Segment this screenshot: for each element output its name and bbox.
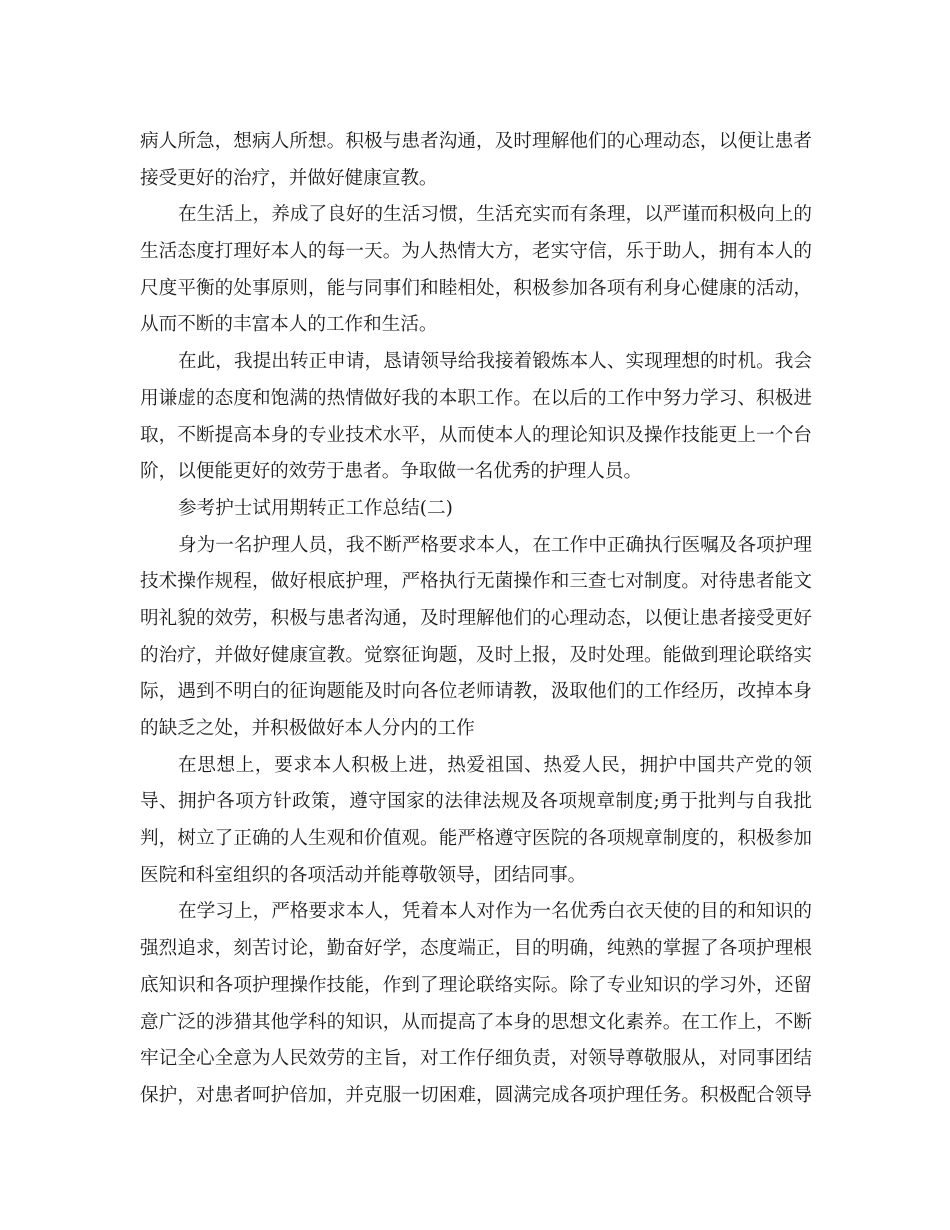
text-line: 保护，对患者呵护倍加，并克服一切困难，圆满完成各项护理任务。积极配合领导 bbox=[140, 1084, 812, 1106]
text-line: 病人所急，想病人所想。积极与患者沟通，及时理解他们的心理动态，以便让患者 bbox=[140, 131, 812, 152]
text-line: 用谦虚的态度和饱满的热情做好我的本职工作。在以后的工作中努力学习、积极进 bbox=[140, 387, 812, 409]
text-line: 阶，以便能更好的效劳于患者。争取做一名优秀的护理人员。 bbox=[140, 461, 643, 483]
text-line: 强烈追求，刻苦讨论，勤奋好学，态度端正，目的明确，纯熟的掌握了各项护理根 bbox=[140, 938, 812, 960]
text-line: 生活态度打理好本人的每一天。为人热情大方，老实守信，乐于助人，拥有本人的 bbox=[140, 241, 812, 263]
text-line: 判，树立了正确的人生观和价值观。能严格遵守医院的各项规章制度的，积极参加 bbox=[140, 828, 812, 850]
text-line: 技术操作规程，做好根底护理，严格执行无菌操作和三查七对制度。对待患者能文 bbox=[140, 571, 812, 593]
text-line: 底知识和各项护理操作技能，作到了理论联络实际。除了专业知识的学习外，还留 bbox=[140, 974, 812, 996]
text-line: 的治疗，并做好健康宣教。觉察征询题，及时上报，及时处理。能做到理论联络实 bbox=[140, 644, 812, 666]
document-body bbox=[140, 124, 812, 1115]
text-line: 意广泛的涉猎其他学科的知识，从而提高了本身的思想文化素养。在工作上，不断 bbox=[140, 1011, 812, 1033]
text-line: 医院和科室组织的各项活动并能尊敬领导，团结同事。 bbox=[140, 864, 587, 886]
text-line: 尺度平衡的处事原则，能与同事们和睦相处，积极参加各项有利身心健康的活动， bbox=[140, 277, 812, 299]
text-line: 明礼貌的效劳，积极与患者沟通，及时理解他们的心理动态，以便让患者接受更好 bbox=[140, 607, 812, 629]
text-line: 身为一名护理人员，我不断严格要求本人，在工作中正确执行医嘱及各项护理 bbox=[178, 534, 812, 556]
text-line: 在此，我提出转正申请，恳请领导给我接着锻炼本人、实现理想的时机。我会 bbox=[178, 351, 812, 373]
text-line: 取，不断提高本身的专业技术水平，从而使本人的理论知识及操作技能更上一个台 bbox=[140, 424, 812, 446]
text-line: 导、拥护各项方针政策，遵守国家的法律法规及各项规章制度;勇于批判与自我批 bbox=[140, 791, 812, 813]
text-line: 在思想上，要求本人积极上进，热爱祖国、热爱人民，拥护中国共产党的领 bbox=[178, 754, 812, 776]
text-line: 从而不断的丰富本人的工作和生活。 bbox=[140, 314, 438, 336]
text-line: 接受更好的治疗，并做好健康宣教。 bbox=[140, 167, 438, 189]
text-line: 际，遇到不明白的征询题能及时向各位老师请教，汲取他们的工作经历，改掉本身 bbox=[140, 681, 812, 703]
text-line: 在生活上，养成了良好的生活习惯，生活充实而有条理，以严谨而积极向上的 bbox=[178, 204, 812, 226]
text-line: 在学习上，严格要求本人，凭着本人对作为一名优秀白衣天使的目的和知识的 bbox=[178, 901, 812, 923]
text-line: 参考护士试用期转正工作总结(二) bbox=[178, 497, 453, 519]
text-line: 的缺乏之处，并积极做好本人分内的工作 bbox=[140, 718, 475, 739]
text-line: 牢记全心全意为人民效劳的主旨，对工作仔细负责，对领导尊敬服从，对同事团结 bbox=[140, 1048, 812, 1070]
